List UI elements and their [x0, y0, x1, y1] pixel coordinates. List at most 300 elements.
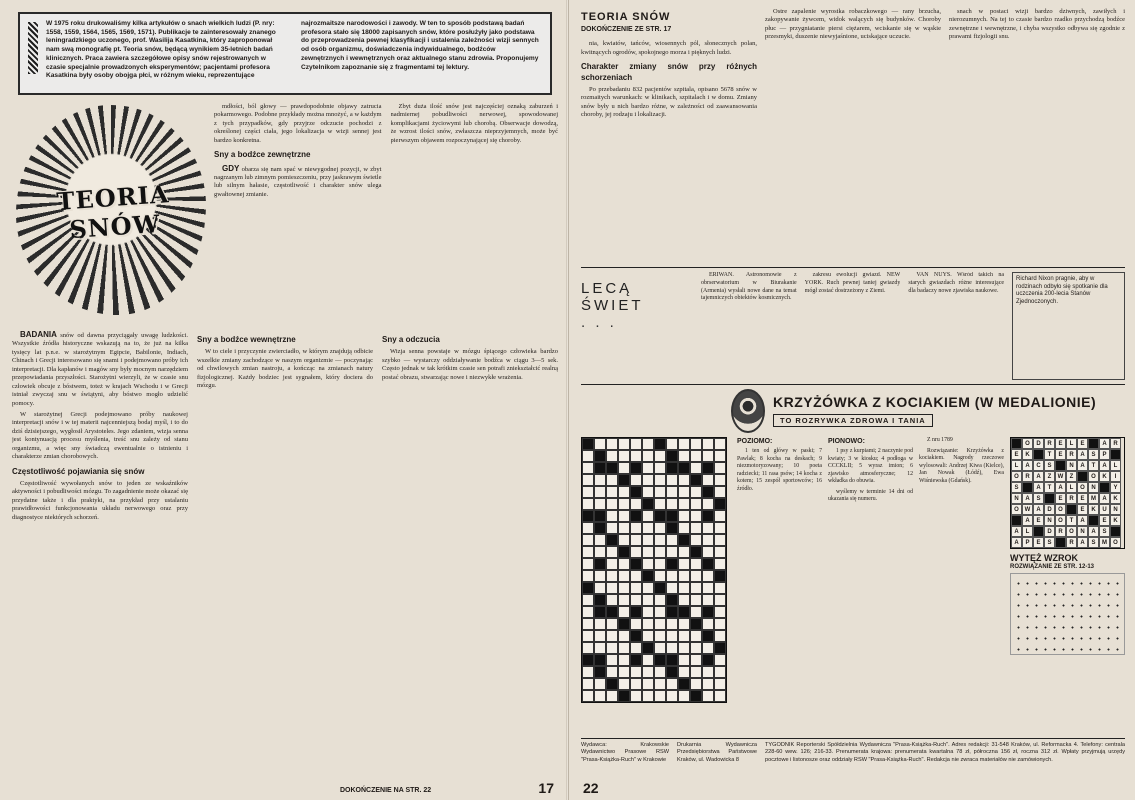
- crossword-cell: [642, 666, 654, 678]
- paragraph: Wizja senna powstaje w mózgu śpiącego człowieka bardzo szybko — wystarczy oddziaływanie bodźca w ciągu 3—5 sek. Często jednak w tak krótkim czasie sen potrafi zniekształcić realną postać obrazu, stwarzając nowe i niezwykłe wrażenia.: [382, 348, 558, 381]
- column-1: [12, 330, 188, 770]
- crossword-cell: [690, 642, 702, 654]
- solution-cell: [1055, 460, 1066, 471]
- crossword-cell: [582, 582, 594, 594]
- clues-across-heading: POZIOMO:: [737, 438, 773, 445]
- crossword-cell: [630, 594, 642, 606]
- solution-cell: T: [1066, 515, 1077, 526]
- crossword-cell: [630, 654, 642, 666]
- solution-cell: [1022, 482, 1033, 493]
- magazine-info: TYGODNIK Reporterski Spółdzielnia Wydawnicza "Prasa-Książka-Ruch". Adres redakcji: 31-548 Kraków, ul. Reformacka 4. Telefony: centrala 228-60 wew. 126; 216-33. Prenumerata krajowa: prenumerata kwartalna 78 zł, półroczna 156 zł, roczna 312 zł. Wpłaty przyjmują urzędy pocztowe i listonosze oraz oddziały RSW "Prasa-Książka-Ruch". Redakcja nie zwraca materiałów nie zamówionych.: [765, 742, 1125, 763]
- solution-cell: A: [1022, 493, 1033, 504]
- crossword-cell: [678, 570, 690, 582]
- crossword-cell: [630, 618, 642, 630]
- crossword-cell: [618, 570, 630, 582]
- crossword-cell: [714, 534, 726, 546]
- crossword-cell: [618, 690, 630, 702]
- solution-cell: [1099, 482, 1110, 493]
- crossword-cell: [582, 546, 594, 558]
- crossword-cell: [606, 582, 618, 594]
- crossword-cell: [630, 606, 642, 618]
- paragraph: W to ciele i przyczynie zwierciadło, w którym znajdują odbicie wszelkie zmiany zachodzące w naszym organizmie — poczynając od chwilowych zmian nastroju, a kończąc na zmianach natury fizjologicznej. Każdy bodziec jest sygnałem, który dociera do mózgu.: [197, 348, 373, 390]
- crossword-cell: [702, 618, 714, 630]
- crossword-cell: [654, 678, 666, 690]
- solution-cell: S: [1033, 493, 1044, 504]
- winners-text: Rozwiązanie: Krzyżówka z kociakiem. Nagrody rzeczowe wylosowali: Andrzej Kiwa (Kielce), Jan Nowak (Łódź), Ewa Wiśniewska (Gdańsk).: [919, 447, 1004, 484]
- solution-cell: C: [1033, 460, 1044, 471]
- upper-columns: [214, 103, 558, 328]
- crossword-cell: [642, 570, 654, 582]
- crossword-cell: [678, 582, 690, 594]
- issue-ref: Z nru 1789: [927, 437, 953, 443]
- crossword-cell: [654, 606, 666, 618]
- crossword-cell: [582, 558, 594, 570]
- crossword-cell: [594, 522, 606, 534]
- crossword-cell: [678, 630, 690, 642]
- crossword-cell: [582, 450, 594, 462]
- crossword-cell: [690, 606, 702, 618]
- crossword-clues: [737, 437, 1004, 737]
- solution-cell: E: [1055, 449, 1066, 460]
- crossword-cell: [702, 534, 714, 546]
- crossword-cell: [582, 618, 594, 630]
- crossword-cell: [618, 654, 630, 666]
- crossword-cell: [702, 582, 714, 594]
- crossword-cell: [642, 510, 654, 522]
- crossword-cell: [630, 642, 642, 654]
- crossword-cell: [666, 474, 678, 486]
- crossword-cell: [594, 474, 606, 486]
- paragraph-text: snów od dawna przyciągały uwagę ludzkości. Wszystkie źródła historyczne wskazują na to, że już na kilka tysięcy lat p.n.e. w starożytnym Egipcie, Babilonie, Indiach, Chinach i Grecji interesowano się snami i podejmowano próby ich interpretacji. Dla kapłanów i magów sny były mocnym narzędziem przepowiadania przyszłości. Starożytni wierzyli, że w czasie snu człowiek obcuje z bóstwem, toteż w krajach Wschodu i w Grecji istniał zwyczaj snu w świątyni, aby bóstwo mogło udzielić pomocy.: [12, 332, 188, 407]
- crossword-cell: [678, 642, 690, 654]
- clues-down-text: 1 psy z kurpiami; 2 naczynie pod kwiaty; 3 w kiosku; 4 podłoga w CCCKLII; 5 wyraz imion; 6 zjawisko atmosferyczne; 12 wkładka do obuwia.: [828, 448, 913, 485]
- crossword-cell: [618, 438, 630, 450]
- news-title: LECĄ ŚWIET: [581, 280, 644, 314]
- solution-cell: O: [1011, 471, 1022, 482]
- solution-cell: O: [1077, 482, 1088, 493]
- crossword-cell: [606, 438, 618, 450]
- crossword-cell: [618, 450, 630, 462]
- crossword-cell: [594, 618, 606, 630]
- crossword-cell: [642, 546, 654, 558]
- crossword-cell: [714, 570, 726, 582]
- crossword-cell: [666, 690, 678, 702]
- solution-cell: T: [1044, 449, 1055, 460]
- solution-cell: R: [1066, 537, 1077, 548]
- crossword-cell: [630, 546, 642, 558]
- crossword-cell: [690, 450, 702, 462]
- paragraph: Częstotliwość wywołanych snów to jeden ze wskaźników aktywności i pobudliwości mózgu. To zagadnienie może okazać się przydatne także i dla praktyki, na przykład przy ustalaniu prawidłowości funkcjonowania układu nerwowego oraz przy diagnostyce niektórych schorzeń.: [12, 479, 188, 521]
- solution-cell: N: [1077, 526, 1088, 537]
- solution-cell: [1055, 537, 1066, 548]
- crossword-cell: [594, 498, 606, 510]
- crossword-cell: [714, 510, 726, 522]
- crossword-cell: [618, 642, 630, 654]
- crossword-cell: [606, 546, 618, 558]
- crossword-cell: [714, 642, 726, 654]
- crossword-titles: [773, 394, 1096, 428]
- crossword-cell: [606, 522, 618, 534]
- crossword-cell: [678, 462, 690, 474]
- crossword-cell: [678, 546, 690, 558]
- solution-cell: S: [1088, 537, 1099, 548]
- prize-note: wyślemy w terminie 14 dni od ukazania się numeru.: [828, 488, 913, 503]
- crossword-cell: [654, 522, 666, 534]
- heading-inner-stimuli: Sny a bodźce wewnętrzne: [197, 335, 296, 344]
- puzzle-subtitle: ROZWIĄZANIE ZE STR. 12-13: [1010, 564, 1095, 570]
- solution-cell: [1044, 493, 1055, 504]
- crossword-cell: [714, 438, 726, 450]
- solution-cell: A: [1033, 471, 1044, 482]
- crossword-cell: [606, 678, 618, 690]
- crossword-cell: [690, 534, 702, 546]
- crossword-cell: [690, 438, 702, 450]
- winners-column: [919, 437, 1004, 737]
- crossword-cell: [582, 498, 594, 510]
- column-r1: [581, 8, 757, 263]
- crossword-cell: [666, 534, 678, 546]
- crossword-cell: [606, 594, 618, 606]
- crossword-cell: [702, 666, 714, 678]
- crossword-cell: [594, 462, 606, 474]
- clues-across-text: 1 ten od główy w paski; 7 Pawlak; 8 kocha na deskach; 9 niezmotoryzowany; 10 poeta radziecki; 11 rasa psów; 14 kocha z kotem; 15 zespół sportowców; 16 źródło.: [737, 448, 822, 492]
- crossword-cell: [678, 690, 690, 702]
- solution-cell: K: [1099, 471, 1110, 482]
- crossword-cell: [630, 690, 642, 702]
- solution-cell: A: [1099, 460, 1110, 471]
- crossword-cell: [630, 582, 642, 594]
- crossword-cell: [678, 510, 690, 522]
- solution-cell: W: [1022, 504, 1033, 515]
- solution-cell: E: [1055, 493, 1066, 504]
- crossword-cell: [594, 570, 606, 582]
- crossword-cell: [690, 594, 702, 606]
- crossword-cell: [618, 486, 630, 498]
- crossword-cell: [666, 486, 678, 498]
- divider: [581, 267, 1125, 268]
- solution-cell: A: [1011, 537, 1022, 548]
- crossword-cell: [666, 678, 678, 690]
- crossword-cell: [606, 486, 618, 498]
- crossword-cell: [666, 546, 678, 558]
- crossword-cell: [594, 486, 606, 498]
- solution-cell: D: [1044, 526, 1055, 537]
- paragraph: [12, 330, 188, 408]
- crossword-cell: [666, 462, 678, 474]
- solution-cell: K: [1022, 449, 1033, 460]
- solution-cell: K: [1088, 504, 1099, 515]
- crossword-cell: [630, 678, 642, 690]
- crossword-cell: [606, 654, 618, 666]
- crossword-cell: [618, 522, 630, 534]
- section-title: TEORIA SNÓW: [581, 11, 671, 23]
- crossword-subtitle: TO ROZRYWKA ZDROWA I TANIA: [773, 414, 933, 427]
- crossword-cell: [618, 594, 630, 606]
- heading-outer-stimuli: Sny a bodźce zewnętrzne: [214, 150, 311, 160]
- crossword-cell: [690, 690, 702, 702]
- solution-cell: K: [1110, 515, 1121, 526]
- solution-cell: T: [1044, 482, 1055, 493]
- solution-cell: E: [1077, 438, 1088, 449]
- crossword-cell: [606, 462, 618, 474]
- paragraph: Ostre zapalenie wyrostka robaczkowego — rany brzucha, zakopywanie żywcem, widok walących się budynków. Choroby płuc — przygniatanie piersi ciężarem, wciskanie się w wąskie przesmyki, duszenie niewyjaśnione, uciskające uczucie.: [765, 8, 941, 41]
- crossword-cell: [714, 462, 726, 474]
- crossword-cell: [702, 690, 714, 702]
- crossword-cell: [630, 630, 642, 642]
- solution-cell: E: [1011, 449, 1022, 460]
- crossword-cell: [594, 594, 606, 606]
- column-2: [197, 330, 373, 770]
- crossword-cell: [690, 510, 702, 522]
- crossword-cell: [654, 510, 666, 522]
- crossword-cell: [594, 606, 606, 618]
- crossword-cell: [690, 666, 702, 678]
- solution-cell: A: [1055, 482, 1066, 493]
- paragraph: W starożytnej Grecji podejmowano próby naukowej interpretacji snów i w tej materii najcenniejszą bodaj myśl, i to do dziś dzisiejszego, wygłosił Arystoteles. Jego zdaniem, wizja senna jest kontynuacją procesu myślenia, treść snu zależy od stanu organizmu, a więc sny świadczą ewentualnie o istnieniu i charakterze zmian chorobowych.: [12, 410, 188, 461]
- crossword-cell: [690, 546, 702, 558]
- solution-cell: E: [1033, 515, 1044, 526]
- title-art-text: TEORIA SNÓW: [55, 179, 171, 245]
- crossword-cell: [666, 498, 678, 510]
- news-box: Richard Nixon pragnie, aby w rodzinach odbyło się spotkanie dla uczczenia 200-lecia Stanów Zjednoczonych.: [1012, 272, 1125, 380]
- crossword-cell: [642, 642, 654, 654]
- crossword-cell: [690, 678, 702, 690]
- solution-cell: A: [1033, 504, 1044, 515]
- solution-cell: N: [1110, 504, 1121, 515]
- column-3: [382, 330, 558, 770]
- news-column-3: [908, 272, 1004, 380]
- crossword-cell: [690, 498, 702, 510]
- crossword-cell: [702, 486, 714, 498]
- crossword-title: KRZYŻÓWKA Z KOCIAKIEM (W MEDALIONIE): [773, 394, 1097, 410]
- crossword-cell: [678, 618, 690, 630]
- crossword-cell: [582, 690, 594, 702]
- solution-cell: T: [1088, 460, 1099, 471]
- crossword-cell: [666, 594, 678, 606]
- crossword-cell: [690, 618, 702, 630]
- solution-cell: M: [1088, 493, 1099, 504]
- crossword-cell: [582, 486, 594, 498]
- solution-grid: [1010, 437, 1125, 549]
- paragraph: Zbyt duża ilość snów jest najczęściej oznaką zaburzeń i nadmiernej pobudliwości nerwowej, spowodowanej komplikacjami życiowymi lub chorobą. Obserwacje dowodzą, że wzrost ilości snów, zwłaszcza nieprzyjemnych, może być pierwszym objawem rozpoczynającej się choroby.: [390, 103, 558, 144]
- crossword-cell: [582, 666, 594, 678]
- crossword-cell: [606, 570, 618, 582]
- solution-cell: L: [1011, 460, 1022, 471]
- crossword-cell: [606, 630, 618, 642]
- lower-columns: [12, 330, 558, 770]
- crossword-cell: [630, 510, 642, 522]
- crossword-cell: [702, 510, 714, 522]
- crossword-cell: [630, 474, 642, 486]
- crossword-cell: [642, 498, 654, 510]
- crossword-cell: [714, 558, 726, 570]
- crossword-cell: [618, 510, 630, 522]
- solution-cell: [1110, 526, 1121, 537]
- crossword-cell: [582, 642, 594, 654]
- crossword-cell: [594, 654, 606, 666]
- solution-cell: U: [1099, 504, 1110, 515]
- crossword-cell: [606, 558, 618, 570]
- dot-puzzle-figure: [1010, 573, 1125, 655]
- solution-cell: D: [1033, 438, 1044, 449]
- crossword-cell: [618, 462, 630, 474]
- crossword-cell: [654, 462, 666, 474]
- solution-cell: E: [1099, 515, 1110, 526]
- crossword-cell: [642, 654, 654, 666]
- crossword-cell: [594, 438, 606, 450]
- solution-cell: I: [1110, 471, 1121, 482]
- crossword-cell: [642, 558, 654, 570]
- paragraph-text: obarza się nam spać w niewygodnej pozycji, w zbyt nagrzanym lub zimnym pomieszczeniu, przy jaskrawym świetle lub silnym hałasie, częstotliwość i charakter snów ulega gwałtownej zmianie.: [214, 165, 382, 198]
- crossword-cell: [678, 654, 690, 666]
- solution-cell: Z: [1066, 471, 1077, 482]
- lead-word: GDY: [222, 163, 240, 173]
- solution-cell: O: [1088, 471, 1099, 482]
- crossword-cell: [654, 582, 666, 594]
- crossword-cell: [642, 474, 654, 486]
- crossword-cell: [654, 654, 666, 666]
- crossword-cell: [642, 522, 654, 534]
- solution-cell: N: [1066, 460, 1077, 471]
- news-heading: [581, 272, 693, 380]
- crossword-cell: [582, 570, 594, 582]
- crossword-cell: [630, 498, 642, 510]
- solution-cell: A: [1099, 438, 1110, 449]
- solution-cell: E: [1033, 537, 1044, 548]
- crossword-cell: [606, 642, 618, 654]
- crossword-cell: [654, 438, 666, 450]
- paragraph: [214, 164, 382, 200]
- crossword-cell: [618, 474, 630, 486]
- crossword-cell: [618, 618, 630, 630]
- crossword-cell: [654, 618, 666, 630]
- solution-cell: D: [1044, 504, 1055, 515]
- paragraph: snach w postaci wizji bardzo dziwnych, zawiłych i nierozumnych. Na tej to czasie bardzo rzadko przychodzą bodźce zewnętrzne i wewnętrzne, i chyba wszystko odbywa się zgodnie z prawami fizjologii snu.: [949, 8, 1125, 41]
- crossword-grid: [581, 437, 727, 703]
- crossword-cell: [582, 474, 594, 486]
- crossword-cell: [594, 534, 606, 546]
- crossword-cell: [666, 450, 678, 462]
- solution-cell: R: [1066, 449, 1077, 460]
- crossword-cell: [714, 690, 726, 702]
- solution-cell: A: [1077, 537, 1088, 548]
- crossword-cell: [654, 474, 666, 486]
- publisher-info: Wydawca: Krakowskie Wydawnictwo Prasowe RSW "Prasa-Książka-Ruch" w Krakowie: [581, 742, 669, 763]
- paragraph: nia, kwiatów, tańców, wiosennych pól, słonecznych polan, kwitnących ogrodów, spokojnego morza i pięknych ludzi.: [581, 40, 757, 56]
- column-r2: [765, 8, 941, 263]
- solution-cell: O: [1110, 537, 1121, 548]
- crossword-cell: [654, 534, 666, 546]
- crossword-cell: [690, 486, 702, 498]
- crossword-cell: [666, 654, 678, 666]
- crossword-cell: [606, 474, 618, 486]
- crossword-cell: [594, 558, 606, 570]
- crossword-cell: [618, 678, 630, 690]
- column-upper-1: [214, 103, 382, 325]
- crossword-cell: [678, 486, 690, 498]
- crossword-cell: [642, 450, 654, 462]
- crossword-cell: [654, 498, 666, 510]
- crossword-cell: [582, 606, 594, 618]
- crossword-cell: [654, 666, 666, 678]
- crossword-cell: [678, 666, 690, 678]
- solution-cell: E: [1077, 493, 1088, 504]
- crossword-cell: [582, 510, 594, 522]
- crossword-cell: [606, 618, 618, 630]
- crossword-cell: [606, 690, 618, 702]
- solution-cell: [1088, 438, 1099, 449]
- news-column-1: [701, 272, 797, 380]
- solution-cell: R: [1022, 471, 1033, 482]
- crossword-cell: [702, 594, 714, 606]
- divider: [581, 384, 1125, 385]
- solution-cell: E: [1077, 504, 1088, 515]
- crossword-cell: [654, 642, 666, 654]
- solution-cell: [1066, 504, 1077, 515]
- crossword-cell: [714, 678, 726, 690]
- clues-down: [828, 437, 913, 737]
- crossword-cell: [702, 498, 714, 510]
- paragraph: VAN NUYS. Wśród takich na starych gwiazdach różne interesujące dla badaczy nowe zjawiska naukowe.: [908, 272, 1005, 294]
- crossword-cell: [582, 522, 594, 534]
- crossword-cell: [594, 666, 606, 678]
- solution-cell: [1033, 449, 1044, 460]
- crossword-cell: [702, 558, 714, 570]
- solution-cell: N: [1088, 482, 1099, 493]
- crossword-cell: [642, 594, 654, 606]
- crossword-cell: [702, 630, 714, 642]
- crossword-cell: [666, 666, 678, 678]
- crossword-cell: [594, 630, 606, 642]
- solution-cell: O: [1011, 504, 1022, 515]
- crossword-cell: [630, 666, 642, 678]
- crossword-cell: [594, 690, 606, 702]
- crossword-cell: [630, 570, 642, 582]
- crossword-cell: [630, 486, 642, 498]
- solution-cell: O: [1055, 515, 1066, 526]
- crossword-cell: [690, 582, 702, 594]
- crossword-cell: [582, 438, 594, 450]
- solution-cell: A: [1022, 515, 1033, 526]
- crossword-cell: [654, 594, 666, 606]
- crossword-cell: [678, 498, 690, 510]
- crossword-area: [581, 437, 1125, 737]
- solution-cell: Z: [1044, 471, 1055, 482]
- cameo-medallion-icon: [731, 389, 765, 433]
- solution-cell: [1088, 515, 1099, 526]
- crossword-cell: [654, 450, 666, 462]
- crossword-cell: [594, 546, 606, 558]
- crossword-cell: [618, 630, 630, 642]
- crossword-cell: [642, 690, 654, 702]
- crossword-cell: [618, 666, 630, 678]
- crossword-cell: [582, 654, 594, 666]
- crossword-cell: [678, 678, 690, 690]
- lead-word: BADANIA: [20, 330, 57, 339]
- crossword-cell: [618, 606, 630, 618]
- crossword-cell: [606, 606, 618, 618]
- crossword-cell: [702, 546, 714, 558]
- crossword-cell: [582, 630, 594, 642]
- right-page: [568, 0, 1135, 800]
- crossword-cell: [690, 462, 702, 474]
- solution-cell: S: [1044, 460, 1055, 471]
- crossword-cell: [714, 594, 726, 606]
- crossword-cell: [690, 558, 702, 570]
- crossword-cell: [678, 450, 690, 462]
- solution-cell: A: [1077, 515, 1088, 526]
- crossword-cell: [618, 582, 630, 594]
